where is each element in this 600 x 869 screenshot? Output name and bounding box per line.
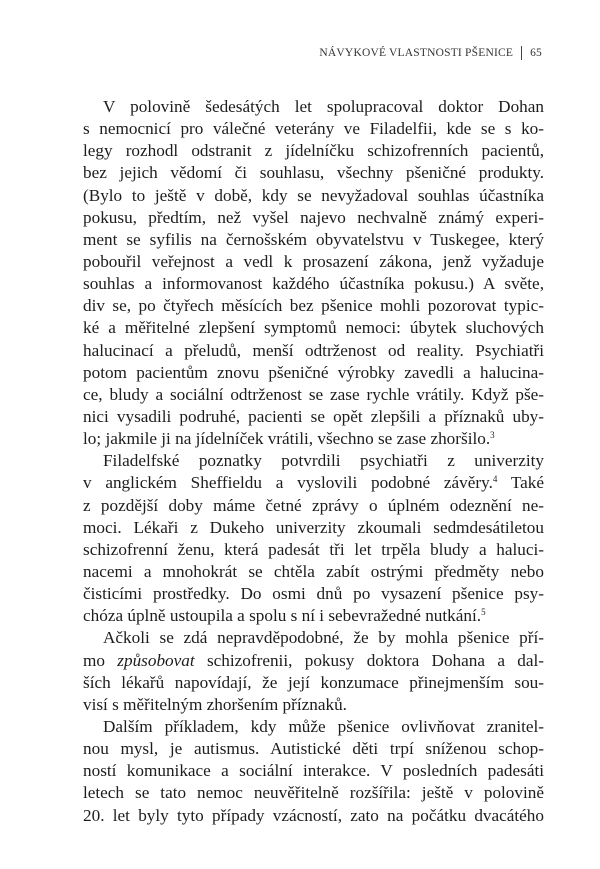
- text-line: nou mysl, je autismus. Autistické děti trpí sníženou schop-: [83, 739, 544, 759]
- paragraph-4: [83, 716, 544, 827]
- text-line: ké a měřitelné zlepšení symptomů nemoci: úbytek sluchových: [83, 318, 544, 338]
- text-line: Filadelfské poznatky potvrdili psychiatři z univerzity: [103, 451, 544, 471]
- text-line: pobouřil veřejnost a vedl k prosazení zákona, jenž vyžaduje: [83, 251, 544, 271]
- line-text: v anglickém Sheffieldu a vyslovili podobné závěry.: [83, 473, 493, 493]
- line-text: mo: [83, 650, 105, 670]
- text-line: div se, po čtyřech měsících bez pšenice mohli pozorovat typic-: [83, 296, 544, 316]
- line-text: schizofrenii, pokusy doktora Dohana a dal-: [206, 650, 544, 670]
- paragraph-2: [83, 450, 544, 627]
- text-line: letech se tato nemoc neuvěřitelně rozšířila: ještě v polovině: [83, 783, 544, 803]
- text-line: V polovině šedesátých let spolupracoval doktor Dohan: [103, 97, 544, 116]
- emphasis: způsobovat: [117, 650, 195, 670]
- text-line: Dalším příkladem, kdy může pšenice ovlivňovat zranitel-: [103, 716, 544, 736]
- text-line: pokusu, předtím, než vyšel najevo nechvalně známý experi-: [83, 207, 544, 227]
- running-title: NÁVYKOVÉ VLASTNOSTI PŠENICE: [319, 47, 514, 59]
- footnote-ref[interactable]: 4: [492, 474, 498, 485]
- line-text: Také: [510, 473, 544, 493]
- text-line: halucinací a přeludů, menší odtrženost od reality. Psychiatři: [83, 340, 544, 360]
- text-line: Ačkoli se zdá nepravděpodobné, že by mohla pšenice pří-: [103, 628, 544, 648]
- header-divider: [521, 46, 522, 60]
- text-line: legy rozhodl odstranit z jídelníčku schizofrenních pacientů,: [83, 141, 544, 161]
- line-text: chóza úplně ustoupila a spolu s ní i sebevražedné nutkání.: [83, 606, 482, 626]
- text-line: bez jejich vědomí či souhlasu, všechny pšeničné produkty.: [83, 163, 544, 183]
- text-line: 20. let byly tyto případy vzácností, zato na počátku dvacátého: [83, 805, 544, 825]
- text-line: nacemi a mnohokrát se chtěla zabít ostrými předměty nebo: [83, 561, 544, 581]
- paragraph-3: [83, 627, 544, 716]
- body-text: [83, 96, 544, 827]
- text-line: ších lékařů napovídají, že její konzumace přinejmenším sou-: [83, 672, 544, 692]
- text-line: potom pacientům znovu pšeničné výrobky zavedli a halucina-: [83, 362, 544, 382]
- text-line: souhlas a informovanost každého účastníka pokusu.) A světe,: [83, 274, 544, 294]
- text-line: visí s měřitelným zhoršením příznaků.: [83, 694, 347, 714]
- footnote-ref[interactable]: 5: [481, 607, 486, 618]
- text-line: nici vysadili podruhé, pacienti se opět zlepšili a příznaků uby-: [83, 406, 544, 426]
- text-line: [83, 650, 544, 672]
- text-line: ností komunikace a sociální interakce. V posledních padesáti: [83, 761, 544, 781]
- page-number: 65: [530, 47, 542, 59]
- text-line: s nemocnicí pro válečné veterány ve Filadelfii, kde se s ko-: [83, 119, 544, 139]
- paragraph-1: [83, 96, 544, 450]
- footnote-ref[interactable]: 3: [490, 430, 495, 441]
- text-line: ce, bludy a sociální odtrženost se zase rychle vrátily. Když pše-: [83, 384, 544, 404]
- line-text: lo; jakmile ji na jídelníček vrátili, všechno se zase zhoršilo.: [83, 429, 491, 449]
- text-line: z pozdější doby máme četné zprávy o úplném odeznění ne-: [83, 495, 544, 515]
- text-line: schizofrenní ženu, která padesát tři let trpěla bludy a haluci-: [83, 539, 544, 559]
- text-line: ment se syfilis na černošském obyvatelstvu v Tuskegee, který: [83, 229, 544, 249]
- text-line: [83, 605, 544, 627]
- text-line: [83, 428, 544, 450]
- running-header: [319, 46, 542, 60]
- text-line: (Bylo to ještě v době, kdy se nevyžadoval souhlas účastníka: [83, 185, 544, 205]
- text-line: [83, 472, 544, 494]
- text-line: moci. Lékaři z Dukeho univerzity zkoumali sedmdesátiletou: [83, 517, 544, 537]
- text-line: čisticími prostředky. Do osmi dnů po vysazení pšenice psy-: [83, 584, 544, 604]
